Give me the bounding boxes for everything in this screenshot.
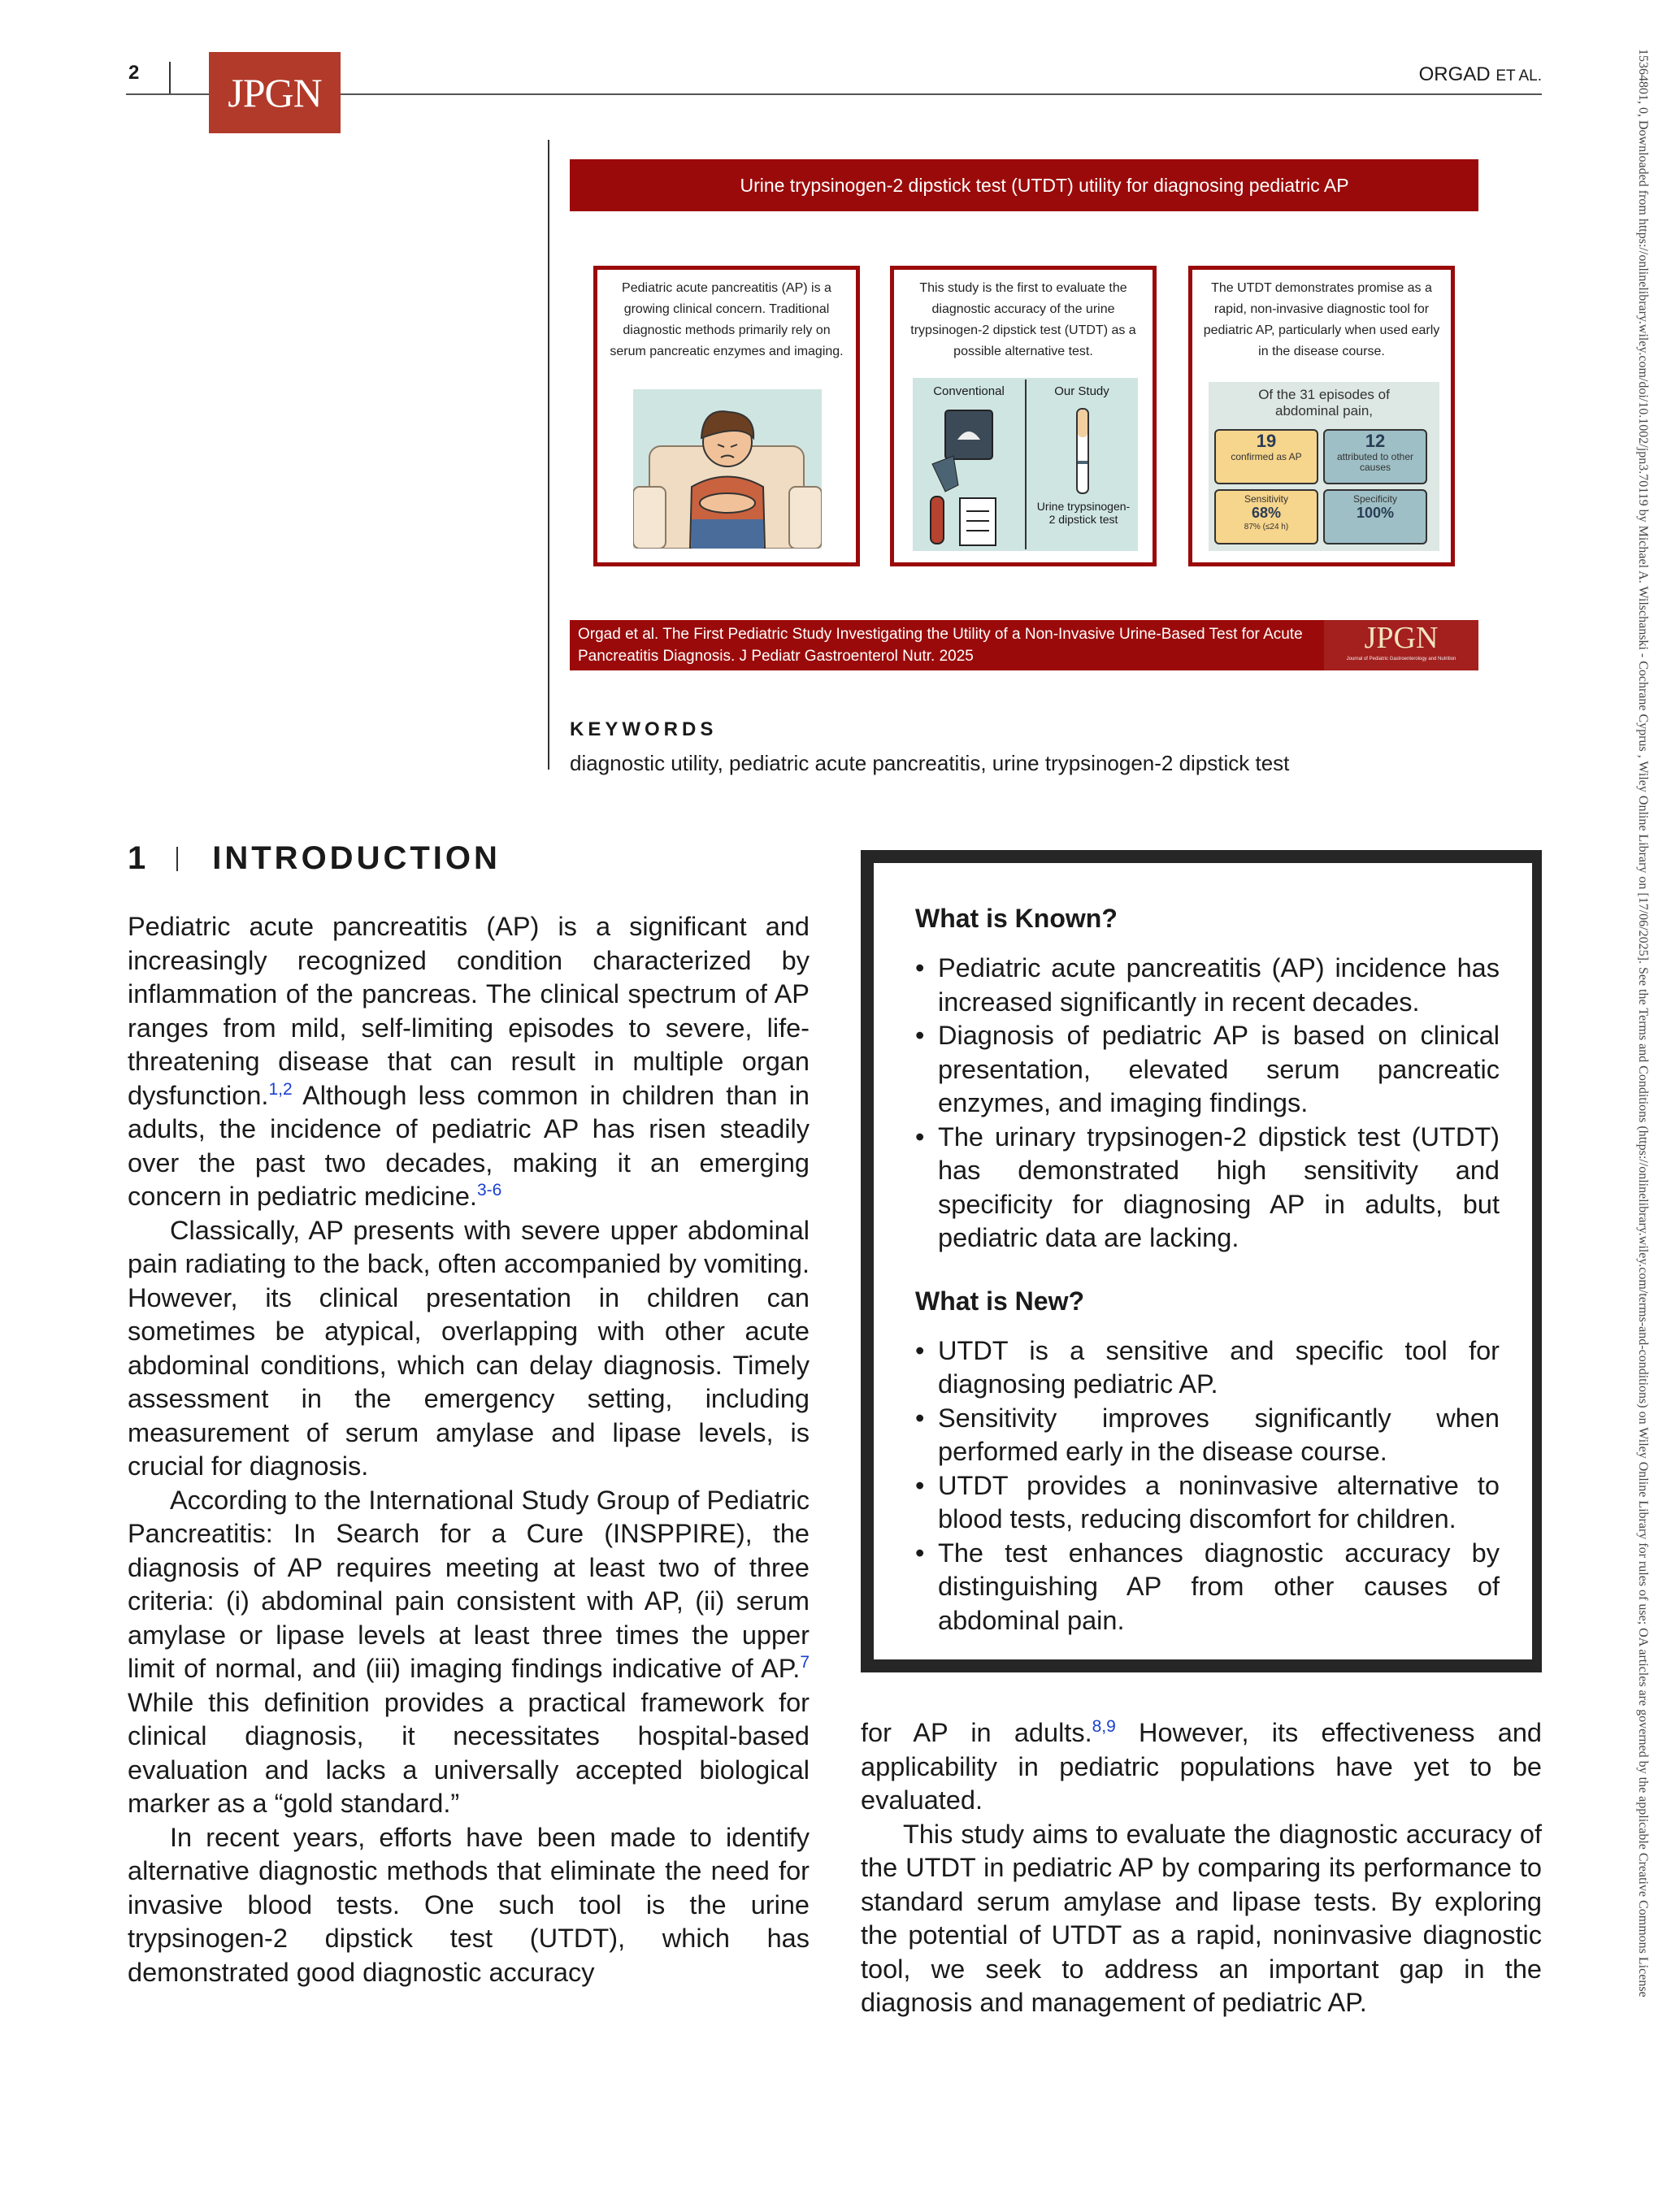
citation-text: Orgad et al. The First Pediatric Study Investigating the Utility of a Non-Invasive Urine-Based Test for Acute Pancreatitis Diagnosis. J Pediatr Gastroenterol Nutr. 2025 — [578, 626, 1303, 665]
citation-link[interactable]: 3-6 — [476, 1181, 502, 1200]
graphical-abstract-citation — [570, 620, 1478, 670]
comparison-illustration — [913, 378, 1138, 551]
right-column — [861, 1716, 1542, 2020]
dipstick-label: Urine trypsinogen-2 dipstick test — [1036, 500, 1131, 526]
header-divider — [169, 62, 171, 94]
page-number: 2 — [128, 62, 140, 84]
stats-title: Of the 31 episodes of abdominal pain, — [1258, 387, 1390, 419]
list-item: • UTDT is a sensitive and specific tool for diagnosing pediatric AP. — [915, 1334, 1500, 1402]
citation-link[interactable]: 7 — [800, 1653, 810, 1672]
panel-text: The UTDT demonstrates promise as a rapid, non-invasive diagnostic tool for pediatric AP, particularly when used early in the disease course. — [1203, 281, 1440, 358]
running-header-author — [1419, 63, 1542, 86]
section-number: 1 — [128, 840, 150, 876]
specificity-value: 100% — [1356, 505, 1395, 521]
left-column — [128, 910, 810, 1989]
author-name: ORGAD — [1418, 63, 1491, 85]
text: While this definition provides a practical framework for clinical diagnosis, it necessitates hospital-based evaluation and lacks a universally accepted biological marker as a “gold standard.” — [128, 1687, 810, 1818]
citation-link[interactable]: 1,2 — [268, 1079, 293, 1099]
paragraph: In recent years, efforts have been made to identify alternative diagnostic methods that eliminate the need for invasive blood tests. One such tool is the urine trypsinogen-2 dipstick test (UTDT), which has demonstrated good diagnostic accuracy — [128, 1822, 810, 1987]
child-abdominal-pain-illustration — [633, 389, 822, 549]
citation-link[interactable]: 8,9 — [1092, 1717, 1116, 1737]
panel-text: Pediatric acute pancreatitis (AP) is a growing clinical concern. Traditional diagnostic methods primarily rely on serum pancreatic enzymes and imaging. — [610, 281, 844, 358]
download-notice: 15364801, 0, Downloaded from https://onlinelibrary.wiley.com/doi/10.1002/jpn3.70119 by Michael A. Wilschanski - Cochrane Cyprus , Wiley Online Library on [17/06/2025]. See the Terms and Conditions (https://onlinelibrary.wiley.com/terms-and-conditions) on Wiley Online Library for rules of use; OA articles are governed by the applicable Creative Commons License — [1636, 49, 1650, 1998]
conventional-label: Conventional — [933, 384, 1005, 398]
confirmed-value: 19 — [1256, 431, 1277, 451]
graphical-abstract-title: Urine trypsinogen-2 dipstick test (UTDT) utility for diagnosing pediatric AP — [570, 159, 1478, 211]
abstract-panel-study — [890, 266, 1157, 566]
heading-divider — [176, 847, 178, 871]
specificity-label: Specificity — [1352, 493, 1398, 505]
journal-logo: JPGN — [209, 52, 341, 133]
list-item: • Sensitivity improves significantly when performed early in the disease course. — [915, 1402, 1500, 1469]
section-title: INTRODUCTION — [212, 840, 501, 876]
key-points-box — [861, 850, 1542, 1672]
paragraph: Classically, AP presents with severe upper abdominal pain radiating to the back, often accompanied by vomiting. However, its clinical presentation in children can sometimes be atypical, overlapping with other acute abdominal conditions, which can delay diagnosis. Timely assessment in the emergency setting, including measurement of serum amylase and lipase levels, is crucial for diagnosis. — [128, 1215, 810, 1481]
text: Although less common in children than in adults, the incidence of pediatric AP has risen steadily over the past two decades, making it an emerging concern in pediatric medicine. — [128, 1080, 810, 1211]
author-suffix: ET AL. — [1496, 67, 1542, 85]
other-label: attributed to other causes — [1336, 451, 1414, 473]
sensitivity-value: 68% — [1251, 505, 1282, 521]
list-item: • Diagnosis of pediatric AP is based on clinical presentation, elevated serum pancreatic enzymes, and imaging findings. — [915, 1019, 1500, 1121]
list-item: • UTDT provides a noninvasive alternative to blood tests, reducing discomfort for children. — [915, 1469, 1500, 1537]
our-study-label: Our Study — [1054, 384, 1109, 398]
abstract-divider — [548, 140, 549, 770]
list-item: • The urinary trypsinogen-2 dipstick test (UTDT) has demonstrated high sensitivity and specificity for diagnosing AP in adults, but pediatric data are lacking. — [915, 1121, 1500, 1256]
known-heading: What is Known? — [915, 904, 1118, 933]
new-heading: What is New? — [915, 1286, 1085, 1316]
confirmed-ap-stat — [1214, 429, 1318, 484]
results-summary — [1209, 382, 1439, 551]
specificity-stat — [1323, 489, 1427, 544]
known-list — [915, 952, 1500, 1256]
other-causes-stat — [1323, 429, 1427, 484]
text: However, its effectiveness and applicability in pediatric populations have yet to be evaluated. — [861, 1718, 1542, 1815]
text: for AP in adults. — [861, 1718, 1092, 1747]
section-heading — [128, 840, 501, 877]
text: Pediatric acute pancreatitis (AP) is a significant and increasingly recognized condition characterized by inflammation of the pancreas. The clinical spectrum of AP ranges from mild, self-limiting episodes to severe, life-threatening disease that can result in multiple organ dysfunction. — [128, 912, 810, 1110]
text: According to the International Study Group of Pediatric Pancreatitis: In Search for a Cure (INSPPIRE), the diagnosis of AP requires meeting at least two of three criteria: (i) abdominal pain consistent with AP, (ii) serum amylase or lipase levels at least three times the upper limit of normal, and (iii) imaging findings indicative of AP. — [128, 1485, 810, 1683]
ultrasound-and-blood-test-icon — [921, 407, 1018, 547]
footer-logo-sub: Journal of Pediatric Gastroenterology and Nutrition — [1346, 657, 1456, 662]
paragraph — [128, 910, 810, 1214]
paragraph — [861, 1716, 1542, 1818]
sensitivity-stat — [1214, 489, 1318, 544]
keywords-text: diagnostic utility, pediatric acute pancreatitis, urine trypsinogen-2 dipstick test — [570, 751, 1290, 775]
list-item: • The test enhances diagnostic accuracy by distinguishing AP from other causes of abdominal pain. — [915, 1537, 1500, 1638]
sensitivity-label: Sensitivity — [1244, 493, 1289, 505]
abstract-panel-background — [593, 266, 860, 566]
other-value: 12 — [1365, 431, 1386, 451]
panel-text: This study is the first to evaluate the diagnostic accuracy of the urine trypsinogen-2 dipstick test (UTDT) as a possible alternative test. — [910, 281, 1136, 358]
paragraph — [128, 1484, 810, 1821]
confirmed-label: confirmed as AP — [1231, 451, 1302, 462]
abstract-panel-results — [1188, 266, 1455, 566]
footer-journal-logo — [1324, 620, 1478, 670]
divider — [1025, 380, 1027, 549]
footer-logo-text: JPGN — [1364, 621, 1439, 655]
keywords-heading: KEYWORDS — [570, 718, 718, 740]
dipstick-icon — [1070, 407, 1095, 497]
new-list — [915, 1334, 1500, 1638]
paragraph: This study aims to evaluate the diagnostic accuracy of the UTDT in pediatric AP by comparing its performance to standard serum amylase and lipase tests. By exploring the potential of UTDT as a rapid, noninvasive diagnostic tool, we seek to address an important gap in the diagnosis and management of pediatric AP. — [861, 1819, 1542, 2017]
list-item: • Pediatric acute pancreatitis (AP) incidence has increased significantly in recent decades. — [915, 952, 1500, 1019]
sensitivity-sub: 87% (≤24 h) — [1244, 523, 1289, 531]
